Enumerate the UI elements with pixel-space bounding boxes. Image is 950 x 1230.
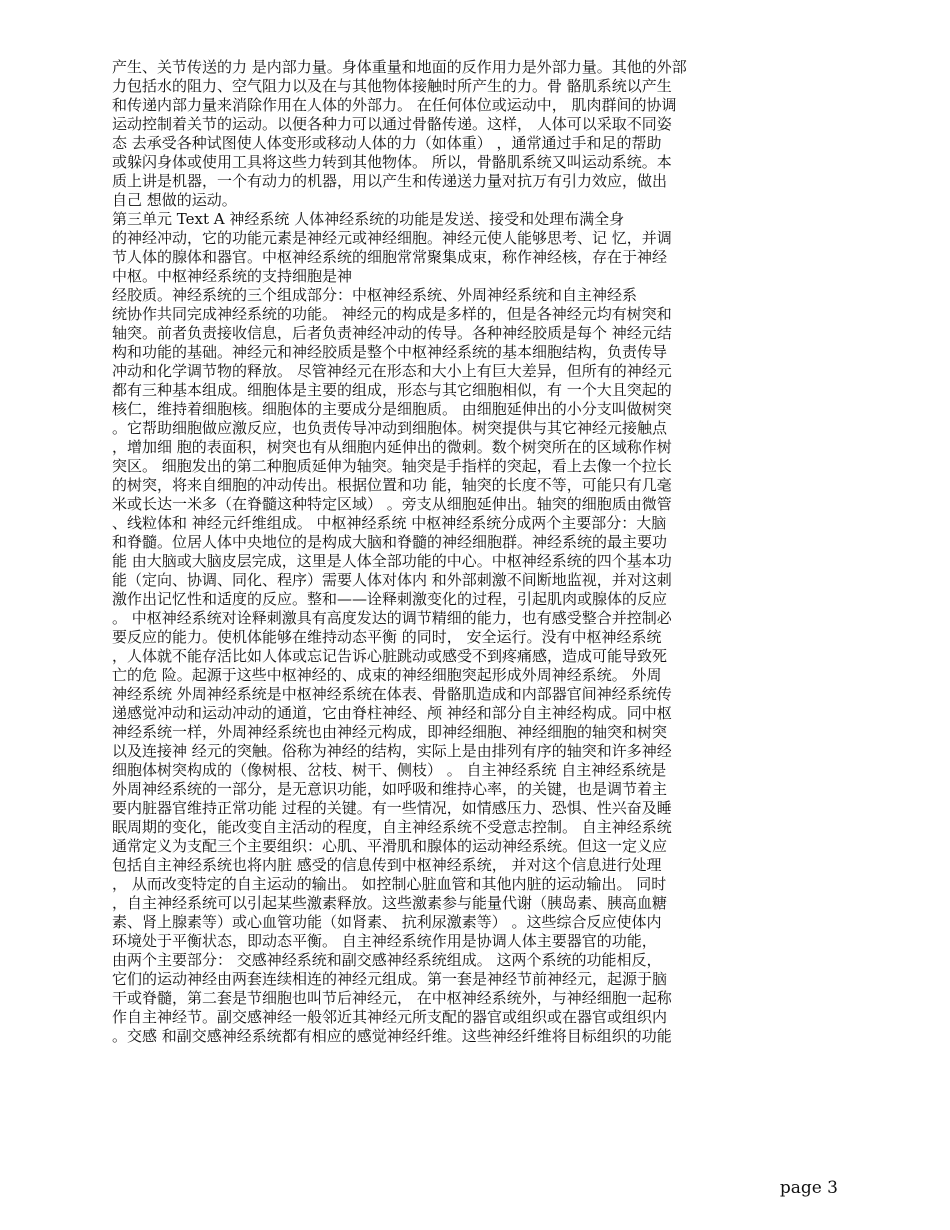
text-line: 眠周期的变化，能改变自主活动的程度，自主神经系统不受意志控制。 自主神经系统 [112,818,672,836]
text-line: 都有三种基本组成。细胞体是主要的组成，形态与其它细胞相似，有 一个大且突起的 [112,381,672,399]
text-line: 。 中枢神经系统对诠释刺激具有高度发达的调节精细的能力，也有感受整合并控制必 [112,609,672,627]
text-line: 作自主神经节。副交感神经一般邻近其神经元所支配的器官或组织或在器官或组织内 [112,1008,668,1026]
text-line: 外周神经系统的一部分，是无意识功能，如呼吸和维持心率，的关键，也是调节着主 [112,780,668,798]
text-line: 和脊髓。位居人体中央地位的是构成大脑和脊髓的神经细胞群。神经系统的最主要功 [112,533,668,551]
text-line: 中枢。中枢神经系统的支持细胞是神 [112,267,353,285]
text-line: 轴突。前者负责接收信息，后者负责神经冲动的传导。各种神经胶质是每个 神经元结 [112,324,672,342]
text-line: 细胞体树突构成的（像树根、岔枝、树干、侧枝） 。 自主神经系统 自主神经系统是 [112,761,667,779]
text-line: 产生、关节传送的力 是内部力量。身体重量和地面的反作用力是外部力量。其他的外部 [112,58,687,76]
text-line: 、线粒体和 神经元纤维组成。 中枢神经系统 中枢神经系统分成两个主要部分：大脑 [112,514,667,532]
text-line: 素、肾上腺素等）或心血管功能（如肾素、 抗利尿激素等） 。这些综合反应使体内 [112,913,662,931]
text-line: 经胶质。神经系统的三个组成部分：中枢神经系统、外周神经系统和自主神经系 [112,286,638,304]
text-line: 构和功能的基础。神经元和神经胶质是整个中枢神经系统的基本细胞结构，负责传导 [112,343,668,361]
text-line: 冲动和化学调节物的释放。 尽管神经元在形态和大小上有巨大差异，但所有的神经元 [112,362,672,380]
text-line: 递感觉冲动和运动冲动的通道，它由脊柱神经、颅 神经和部分自主神经构成。同中枢 [112,704,672,722]
text-line: 以及连接神 经元的突触。俗称为神经的结构，实际上是由排列有序的轴突和许多神经 [112,742,672,760]
text-line: ， 从而改变特定的自主运动的输出。 如控制心脏血管和其他内脏的运动输出。 同时 [112,875,667,893]
text-line: 要内脏器官维持正常功能 过程的关键。有一些情况，如情感压力、恐惧、性兴奋及睡 [112,799,672,817]
text-line: 神经系统一样，外周神经系统也由神经元构成，即神经细胞、神经细胞的轴突和树突 [112,723,668,741]
text-line: 激作出记忆性和适度的反应。整和——诠释刺激变化的过程，引起肌肉或腺体的反应 [112,590,668,608]
text-line: ，人体就不能存活比如人体或忘记告诉心脏跳动或感受不到疼痛感，造成可能导致死 [112,647,668,665]
text-line: 环境处于平衡状态，即动态平衡。 自主神经系统作用是协调人体主要器官的功能， [112,932,657,950]
text-line: 干或脊髓，第二套是节细胞也叫节后神经元， 在中枢神经系统外，与神经细胞一起称 [112,989,672,1007]
text-line: 第三单元 Text A 神经系统 人体神经系统的功能是发送、接受和处理布满全身 [112,210,625,228]
text-line: 或躲闪身体或使用工具将这些力转到其他物体。 所以，骨骼肌系统又叫运动系统。本 [112,153,672,171]
text-line: ，自主神经系统可以引起某些激素释放。这些激素参与能量代谢（胰岛素、胰高血糖 [112,894,668,912]
text-line: ，增加细 胞的表面积，树突也有从细胞内延伸出的微刺。数个树突所在的区域称作树 [112,438,672,456]
text-line: 通常定义为支配三个主要组织：心肌、平滑肌和腺体的运动神经系统。但这一定义应 [112,837,668,855]
text-line: 。交感 和副交感神经系统都有相应的感觉神经纤维。这些神经纤维将目标组织的功能 [112,1027,672,1045]
body-text [112,58,812,1046]
text-line: 态 去承受各种试图使人体变形或移动人体的力（如体重） ，通常通过手和足的帮助 [112,134,662,152]
page-number: page 3 [779,1178,838,1198]
text-line: 它们的运动神经由两套连续相连的神经元组成。第一套是神经节前神经元，起源于脑 [112,970,668,988]
text-line: 。它帮助细胞做应激反应，也负责传导冲动到细胞体。树突提供与其它神经元接触点 [112,419,668,437]
text-line: 突区。 细胞发出的第二种胞质延伸为轴突。轴突是手指样的突起，看上去像一个拉长 [112,457,672,475]
text-line: 要反应的能力。使机体能够在维持动态平衡 的同时， 安全运行。没有中枢神经系统 [112,628,662,646]
text-line: 亡的危 险。起源于这些中枢神经的、成束的神经细胞突起形成外周神经系统。 外周 [112,666,662,684]
text-line: 和传递内部力量来消除作用在人体的外部力。 在任何体位或运动中， 肌肉群间的协调 [112,96,677,114]
text-line: 运动控制着关节的运动。以便各种力可以通过骨骼传递。这样， 人体可以采取不同姿 [112,115,672,133]
text-line: 包括自主神经系统也将内脏 感受的信息传到中枢神经系统， 并对这个信息进行处理 [112,856,662,874]
text-line: 力包括水的阻力、空气阻力以及在与其他物体接触时所产生的力。骨 骼肌系统以产生 [112,77,672,95]
text-line: 米或长达一米多（在脊髓这种特定区域） 。旁支从细胞延伸出。轴突的细胞质由微管 [112,495,672,513]
text-line: 由两个主要部分： 交感神经系统和副交感神经系统组成。 这两个系统的功能相反， [112,951,662,969]
text-line: 自己 想做的运动。 [112,191,237,209]
text-line: 核仁，维持着细胞核。细胞体的主要成分是细胞质。 由细胞延伸出的小分支叫做树突 [112,400,672,418]
text-line: 统协作共同完成神经系统的功能。 神经元的构成是多样的，但是各神经元均有树突和 [112,305,672,323]
text-line: 节人体的腺体和器官。中枢神经系统的细胞常常聚集成束，称作神经核，存在于神经 [112,248,668,266]
text-line: 质上讲是机器，一个有动力的机器，用以产生和传递送力量对抗万有引力效应，做出 [112,172,668,190]
text-line: 能 由大脑或大脑皮层完成，这里是人体全部功能的中心。中枢神经系统的四个基本功 [112,552,672,570]
text-line: 的树突，将来自细胞的冲动传出。根据位置和功 能，轴突的长度不等，可能只有几毫 [112,476,672,494]
text-line: 神经系统 外周神经系统是中枢神经系统在体表、骨骼肌造成和内部器官间神经系统传 [112,685,672,703]
text-line: 能（定向、协调、同化、程序）需要人体对体内 和外部刺激不间断地监视，并对这刺 [112,571,672,589]
text-line: 的神经冲动，它的功能元素是神经元或神经细胞。神经元使人能够思考、记 忆，并调 [112,229,672,247]
